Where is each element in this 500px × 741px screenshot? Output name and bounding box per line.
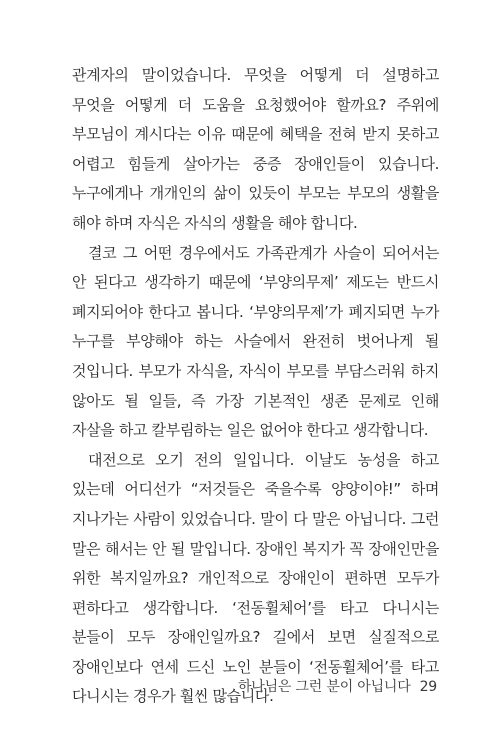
- page-body: [72, 61, 439, 712]
- page-number: 29: [419, 679, 437, 695]
- page-footer: [238, 676, 437, 696]
- paragraph-2: 결코 그 어떤 경우에서도 가족관계가 사슬이 되어서는 안 된다고 생각하기 때문에 ‘부양의무제’ 제도는 반드시 폐지되어야 한다고 봅니다. ‘부양의무제’가 폐지되면 누가 누구를 부양해야 하는 사슬에서 완전히 벗어나게 될 것입니다. 부모가 자식을, 자식이 부모를 부담스러워 하지 않아도 될 일들, 즉 가장 기본적인 생존 문제로 인해 자살을 하고 칼부림하는 일은 없어야 한다고 생각합니다.: [72, 243, 439, 440]
- running-title: 하나님은 그런 분이 아닙니다: [237, 679, 411, 695]
- paragraph-1: 관계자의 말이었습니다. 무엇을 어떻게 더 설명하고 무엇을 어떻게 더 도움을 요청했어야 할까요? 주위에 부모님이 계시다는 이유 때문에 혜택을 전혀 받지 못하고 어렵고 힘들게 살아가는 중증 장애인들이 있습니다. 누구에게나 개개인의 삶이 있듯이 부모는 부모의 생활을 해야 하며 자식은 자식의 생활을 해야 합니다.: [72, 66, 439, 232]
- paragraph-3: 대전으로 오기 전의 일입니다. 이날도 농성을 하고 있는데 어디선가 “저것들은 죽을수록 양양이야!” 하며 지나가는 사람이 있었습니다. 말이 다 말은 아닙니다. 그런 말은 해서는 안 될 말입니다. 장애인 복지가 꼭 장애인만을 위한 복지일까요? 개인적으로 장애인이 편하면 모두가 편하다고 생각합니다. ‘전동휠체어’를 타고 다니시는 분들이 모두 장애인일까요? 길에서 보면 실질적으로 장애인보다 연세 드신 노인 분들이 ‘전동휠체어’를 타고 다니시는 경우가 훨씬 많습니다.: [72, 450, 439, 706]
